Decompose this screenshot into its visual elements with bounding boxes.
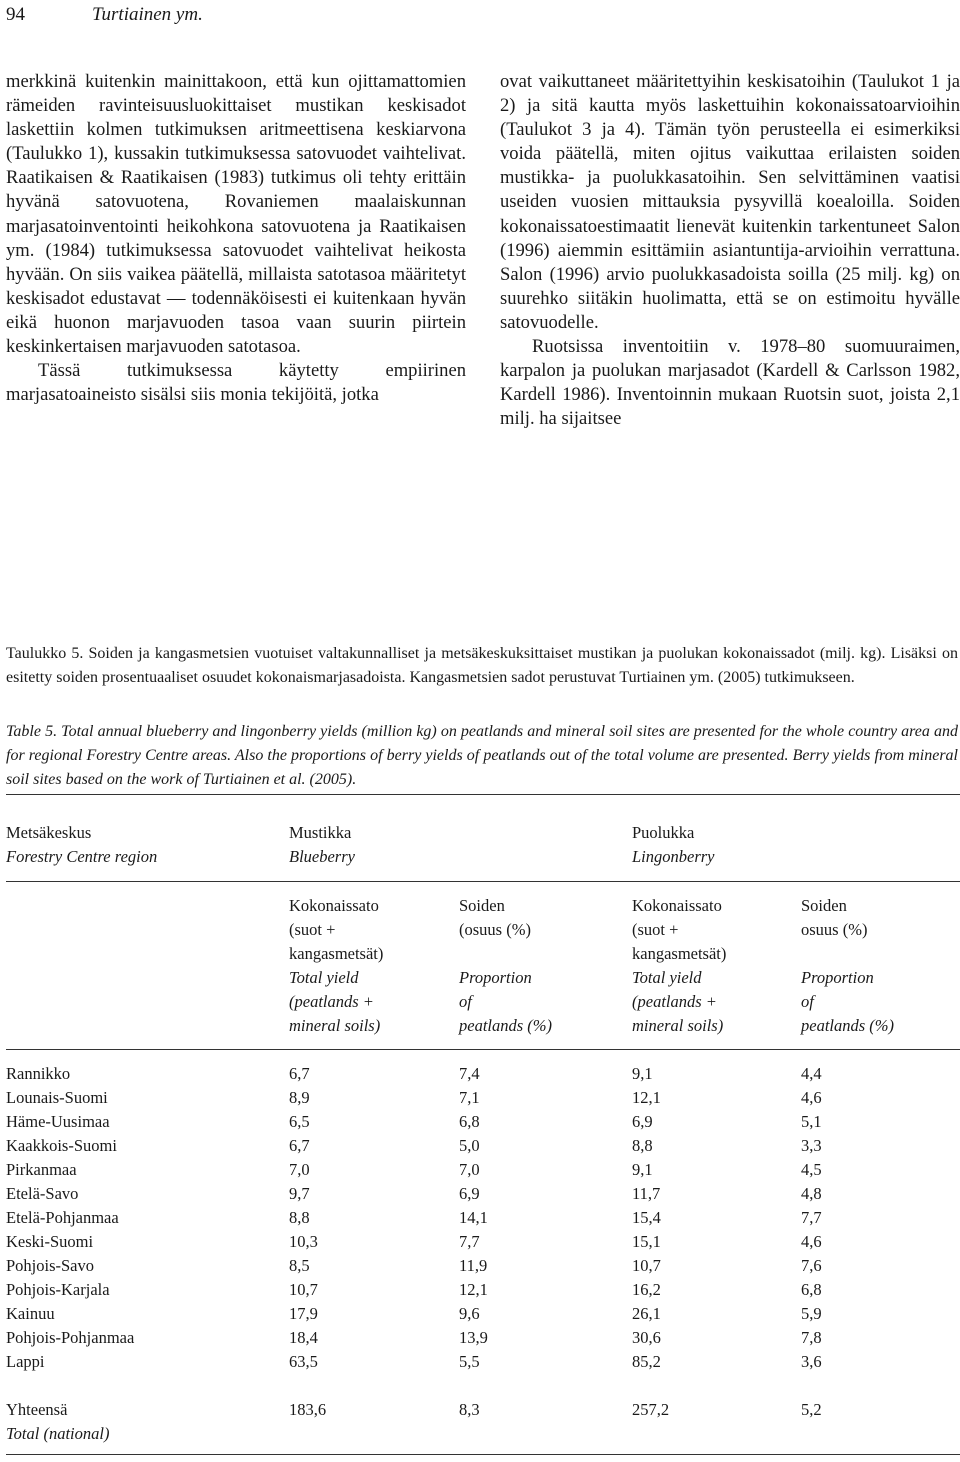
lingonberry-share-cell: 4,8 (801, 1184, 822, 1203)
page-header (6, 4, 203, 26)
blueberry-share-cell: 6,9 (459, 1184, 480, 1203)
blueberry-total-cell: 10,7 (289, 1280, 318, 1299)
table-row (6, 1158, 960, 1182)
lingon-total-header-en: (peatlands + (632, 992, 717, 1011)
blue-share-header-en: peatlands (%) (459, 1016, 553, 1035)
total-label-en: Total (national) (6, 1424, 110, 1443)
table-header-rule (6, 881, 960, 882)
blue-total-header: (suot + (289, 920, 336, 939)
table-row (6, 1134, 960, 1158)
table-row (6, 1086, 960, 1110)
lingonberry-total-cell: 6,9 (632, 1112, 653, 1131)
region-cell: Kainuu (6, 1304, 55, 1323)
lingon-share-header: Soiden (801, 896, 847, 915)
lingon-share-header: osuus (%) (801, 920, 868, 939)
lingonberry-share-cell: 4,6 (801, 1232, 822, 1251)
right-column (500, 70, 960, 431)
lingonberry-total-cell: 11,7 (632, 1184, 661, 1203)
lingonberry-total-cell: 16,2 (632, 1280, 661, 1299)
lingonberry-total-cell: 12,1 (632, 1088, 661, 1107)
blueberry-share-cell: 5,5 (459, 1352, 480, 1371)
lingon-total-header-en: mineral soils) (632, 1016, 724, 1035)
table-row (6, 1110, 960, 1134)
lingonberry-total-cell: 257,2 (632, 1400, 670, 1419)
region-cell: Lounais-Suomi (6, 1088, 108, 1107)
blueberry-share-cell: 8,3 (459, 1400, 480, 1419)
table-row (6, 1206, 960, 1230)
blueberry-total-cell: 63,5 (289, 1352, 318, 1371)
lingonberry-share-cell: 5,9 (801, 1304, 822, 1323)
lingonberry-total-cell: 26,1 (632, 1304, 661, 1323)
lingon-share-header-en: Proportion (801, 968, 874, 987)
running-title: Turtiainen ym. (92, 4, 203, 25)
lingonberry-share-cell: 4,6 (801, 1088, 822, 1107)
lingonberry-share-cell: 5,2 (801, 1400, 822, 1419)
region-cell: Pirkanmaa (6, 1160, 77, 1179)
blue-share-header: Soiden (459, 896, 505, 915)
blueberry-total-cell: 10,3 (289, 1232, 318, 1251)
blue-share-header-en: of (459, 992, 472, 1011)
table-row (6, 1278, 960, 1302)
region-header-en: Forestry Centre region (6, 847, 158, 866)
table-row (6, 1062, 960, 1086)
lingon-share-header-en: of (801, 992, 814, 1011)
table-row (6, 1326, 960, 1350)
region-cell: Etelä-Pohjanmaa (6, 1208, 119, 1227)
blue-share-header-en: Proportion (459, 968, 532, 987)
blueberry-total-cell: 8,5 (289, 1256, 310, 1275)
blueberry-share-cell: 13,9 (459, 1328, 488, 1347)
blue-total-header-en: (peatlands + (289, 992, 374, 1011)
lingonberry-header-en: Lingonberry (632, 847, 715, 866)
right-paragraph-1: ovat vaikuttaneet määritettyihin keskisatoihin (Taulukot 1 ja 2) ja sitä kautta myös laskettuihin kokonaissatoarvioihin (Taulukot 3 ja 4). Tämän työn perusteella ei esimerkiksi voida päätellä, miten ojitus vaikuttaa erilaisten soiden mustikka- ja puolukkasatoihin. Sen selvittäminen vaatisi useiden vuosien mittauksia pysyvillä koealoilla. Soiden kokonaissatoestimaatit lienevät kuitenkin tarkentuneet Salon (1996) aiemmin esittämiin asiantuntija-arvioihin verrattuna. Salon (1996) arvio puolukkasadoista soilla (25 milj. kg) on suurehko siitäkin huolimatta, että se on estimoitu hyvälle satovuodelle. (500, 71, 960, 333)
blue-total-header: Kokonaissato (289, 896, 379, 915)
region-cell: Rannikko (6, 1064, 71, 1083)
blueberry-share-cell: 5,0 (459, 1136, 480, 1155)
lingonberry-share-cell: 5,1 (801, 1112, 822, 1131)
blueberry-share-cell: 12,1 (459, 1280, 488, 1299)
total-label: Yhteensä (6, 1400, 68, 1419)
blueberry-share-cell: 6,8 (459, 1112, 480, 1131)
left-column (6, 70, 466, 407)
table-bottom-rule (6, 1454, 960, 1455)
lingonberry-total-cell: 9,1 (632, 1160, 653, 1179)
table-subheader-rule (6, 1049, 960, 1050)
lingonberry-share-cell: 3,3 (801, 1136, 822, 1155)
lingonberry-share-cell: 7,6 (801, 1256, 822, 1275)
blue-total-header-en: Total yield (289, 968, 359, 987)
table-top-rule (6, 794, 960, 795)
blueberry-share-cell: 7,4 (459, 1064, 480, 1083)
table-caption-english: Table 5. Total annual blueberry and lingonberry yields (million kg) on peatlands and mineral soil sites are presented for the whole country area and for regional Forestry Centre areas. Also the proportions of berry yields of peatlands out of the total volume are presented. Berry yields from mineral soil sites based on the work of Turtiainen et al. (2005). (6, 723, 958, 788)
blueberry-total-cell: 183,6 (289, 1400, 327, 1419)
lingonberry-share-cell: 7,7 (801, 1208, 822, 1227)
blueberry-total-cell: 6,5 (289, 1112, 310, 1131)
lingonberry-total-cell: 85,2 (632, 1352, 661, 1371)
blueberry-total-cell: 8,8 (289, 1208, 310, 1227)
blueberry-total-cell: 6,7 (289, 1064, 310, 1083)
lingonberry-share-cell: 6,8 (801, 1280, 822, 1299)
blueberry-share-cell: 9,6 (459, 1304, 480, 1323)
region-cell: Pohjois-Pohjanmaa (6, 1328, 135, 1347)
region-cell: Häme-Uusimaa (6, 1112, 110, 1131)
lingonberry-total-cell: 8,8 (632, 1136, 653, 1155)
lingonberry-total-cell: 9,1 (632, 1064, 653, 1083)
blueberry-header-fi: Mustikka (289, 823, 352, 842)
lingon-share-header-en: peatlands (%) (801, 1016, 895, 1035)
table-caption-finnish: Taulukko 5. Soiden ja kangasmetsien vuotuiset valtakunnalliset ja metsäkeskuksittaiset mustikan ja puolukan kokonaissadot (milj. kg). Lisäksi on esitetty soiden prosentuaaliset osuudet kokonaismarjasadoista. Kangasmetsien sadot perustuvat Turtiainen ym. (2005) tutkimukseen. (6, 645, 958, 686)
lingonberry-total-cell: 15,1 (632, 1232, 661, 1251)
lingonberry-share-cell: 3,6 (801, 1352, 822, 1371)
blueberry-header-en: Blueberry (289, 847, 355, 866)
blue-total-header: kangasmetsät) (289, 944, 384, 963)
table-row (6, 1254, 960, 1278)
blueberry-total-cell: 6,7 (289, 1136, 310, 1155)
left-paragraph-1: merkkinä kuitenkin mainittakoon, että kun ojittamattomien rämeiden ravinteisuusluokittaiset mustikan keskisadot laskettiin kolmen tutkimuksen aritmeettisena keskiarvona (Taulukko 1), kussakin tutkimuksessa satovuodet vaihtelivat. Raatikaisen & Raatikaisen (1983) tutkimus oli tehty erittäin hyvänä satovuotena, Rovaniemen maalaiskunnan marjasatoinventointi heikohkona satovuotena ja Raatikaisen ym. (1984) tutkimuksessa satovuodet vaihtelivat heikosta hyvään. On siis vaikea päätellä, millaista satotasoa määritetyt keskisadot edustavat — todennäköisesti ei kuitenkaan hyvän eikä huonon marjavuoden tasoa vaan suurin piirtein keskinkertaisen marjavuoden satotasoa. (6, 71, 466, 358)
blueberry-share-cell: 14,1 (459, 1208, 488, 1227)
blueberry-total-cell: 7,0 (289, 1160, 310, 1179)
region-header-fi: Metsäkeskus (6, 823, 92, 842)
right-paragraph-2: Ruotsissa inventoitiin v. 1978–80 suomuuraimen, karpalon ja puolukan marjasadot (Kardell & Carlsson 1982, Kardell 1986). Inventoinnin mukaan Ruotsin suot, joista 2,1 milj. ha sijaitsee (500, 336, 960, 430)
blueberry-total-cell: 17,9 (289, 1304, 318, 1323)
blueberry-share-cell: 7,7 (459, 1232, 480, 1251)
lingonberry-total-cell: 15,4 (632, 1208, 661, 1227)
lingon-total-header-en: Total yield (632, 968, 702, 987)
blueberry-total-cell: 8,9 (289, 1088, 310, 1107)
table-total-row (6, 1398, 960, 1446)
lingonberry-share-cell: 7,8 (801, 1328, 822, 1347)
lingonberry-total-cell: 30,6 (632, 1328, 661, 1347)
lingonberry-header-fi: Puolukka (632, 823, 695, 842)
table-row (6, 1302, 960, 1326)
table-row (6, 1182, 960, 1206)
blue-share-header: (osuus (%) (459, 920, 531, 939)
blueberry-share-cell: 7,1 (459, 1088, 480, 1107)
table-row (6, 1350, 960, 1374)
region-cell: Pohjois-Savo (6, 1256, 95, 1275)
lingon-total-header: (suot + (632, 920, 679, 939)
lingon-total-header: Kokonaissato (632, 896, 722, 915)
blueberry-share-cell: 11,9 (459, 1256, 488, 1275)
blueberry-share-cell: 7,0 (459, 1160, 480, 1179)
table-row (6, 1230, 960, 1254)
blueberry-total-cell: 18,4 (289, 1328, 318, 1347)
region-cell: Kaakkois-Suomi (6, 1136, 117, 1155)
blueberry-total-cell: 9,7 (289, 1184, 310, 1203)
lingon-total-header: kangasmetsät) (632, 944, 727, 963)
blue-total-header-en: mineral soils) (289, 1016, 381, 1035)
lingonberry-share-cell: 4,4 (801, 1064, 822, 1083)
region-cell: Lappi (6, 1352, 45, 1371)
region-cell: Pohjois-Karjala (6, 1280, 110, 1299)
left-paragraph-2: Tässä tutkimuksessa käytetty empiirinen marjasatoaineisto sisälsi siis monia tekijöitä, jotka (6, 360, 466, 406)
region-cell: Keski-Suomi (6, 1232, 94, 1251)
region-cell: Etelä-Savo (6, 1184, 79, 1203)
lingonberry-share-cell: 4,5 (801, 1160, 822, 1179)
page-number: 94 (6, 4, 25, 25)
lingonberry-total-cell: 10,7 (632, 1256, 661, 1275)
